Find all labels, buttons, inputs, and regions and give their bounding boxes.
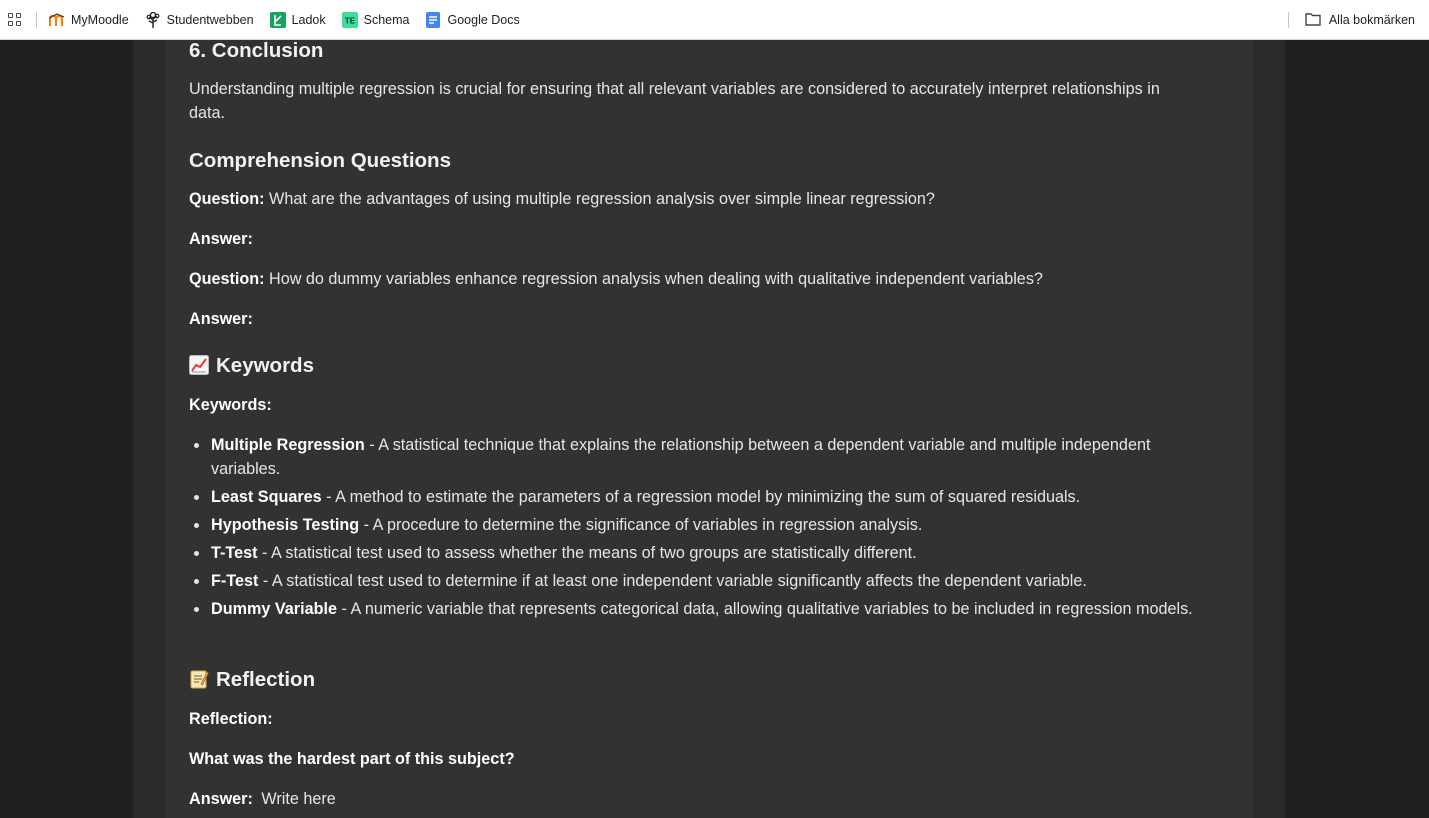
apps-grid-icon[interactable]: [8, 13, 22, 27]
bookmark-label: Google Docs: [447, 12, 520, 27]
bookmark-label: Studentwebben: [166, 12, 254, 27]
reflection-answer[interactable]: [189, 787, 1189, 811]
memo-icon: [189, 669, 209, 689]
keyword-term: Hypothesis Testing: [211, 516, 360, 534]
reflection-label-text: Reflection:: [189, 710, 273, 728]
keywords-label-text: Keywords:: [189, 396, 272, 414]
keyword-desc: - A statistical technique that explains the relationship between a dependent variable and multiple independent variables.: [211, 436, 1151, 478]
list-item: [189, 569, 1201, 593]
folder-icon: [1305, 12, 1321, 28]
bookmark-mymoodle[interactable]: [49, 12, 129, 28]
comprehension-heading: Comprehension Questions: [189, 149, 451, 172]
bookmark-ladok[interactable]: [270, 12, 326, 28]
reflection-question-text: What was the hardest part of this subject?: [189, 750, 515, 768]
keyword-desc: - A statistical test used to determine if at least one independent variable significantly affects the dependent variable.: [258, 572, 1087, 590]
bookmarks-separator: [1288, 12, 1289, 28]
keyword-term: T-Test: [211, 544, 258, 562]
ladok-icon: [270, 12, 286, 28]
list-item: [189, 433, 1201, 481]
list-item: [189, 597, 1201, 621]
reflection-question: [189, 747, 1189, 771]
keyword-desc: - A statistical test used to assess whether the means of two groups are statistically different.: [257, 544, 917, 562]
keyword-term: Dummy Variable: [211, 600, 337, 618]
keywords-heading: [189, 353, 314, 379]
answer-2[interactable]: [189, 307, 1189, 331]
question-text: What are the advantages of using multiple regression analysis over simple linear regression?: [269, 190, 935, 208]
all-bookmarks[interactable]: [1288, 12, 1415, 28]
question-label: Question:: [189, 190, 265, 208]
list-item: [189, 541, 1201, 565]
question-text: How do dummy variables enhance regression analysis when dealing with qualitative independent variables?: [269, 270, 1043, 288]
keywords-list: [189, 433, 1229, 625]
bookmark-schema[interactable]: [342, 12, 410, 28]
answer-1[interactable]: [189, 227, 1189, 251]
document-panel: [165, 40, 1253, 818]
keyword-term: F-Test: [211, 572, 259, 590]
svg-text:TE: TE: [344, 16, 355, 25]
keyword-term: Multiple Regression: [211, 436, 365, 454]
bookmark-label: Ladok: [291, 12, 326, 27]
conclusion-heading: 6. Conclusion: [189, 40, 324, 62]
list-item: [189, 513, 1201, 537]
reflection-label: [189, 707, 1189, 731]
all-bookmarks-label: Alla bokmärken: [1328, 12, 1415, 27]
reflection-heading: [189, 667, 315, 693]
answer-label: Answer:: [189, 790, 253, 808]
keywords-heading-text: Keywords: [216, 354, 314, 377]
answer-label: Answer:: [189, 310, 253, 328]
keyword-term: Least Squares: [211, 488, 322, 506]
bookmark-label: MyMoodle: [71, 12, 129, 27]
answer-label: Answer:: [189, 230, 253, 248]
keyword-desc: - A numeric variable that represents categorical data, allowing qualitative variables to be included in regression models.: [336, 600, 1193, 618]
answer-placeholder[interactable]: Write here: [261, 790, 336, 808]
moodle-icon: [49, 12, 65, 28]
question-label: Question:: [189, 270, 265, 288]
bookmarks-separator: [36, 12, 37, 28]
bookmark-studentwebben[interactable]: [145, 12, 254, 28]
question-2: [189, 267, 1189, 291]
bookmark-google-docs[interactable]: [425, 12, 519, 28]
list-item: [189, 485, 1201, 509]
reflection-heading-text: Reflection: [216, 668, 316, 691]
keywords-label: [189, 393, 1189, 417]
tree-icon: [145, 12, 161, 28]
conclusion-text: Understanding multiple regression is crucial for ensuring that all relevant variables are considered to accurately interpret relationships in data.: [189, 80, 1160, 122]
keyword-desc: - A procedure to determine the significance of variables in regression analysis.: [359, 516, 923, 534]
schema-icon: [342, 12, 358, 28]
question-1: [189, 187, 1189, 211]
chart-increasing-icon: [189, 355, 209, 375]
bookmarks-bar: [0, 0, 1429, 40]
bookmark-label: Schema: [363, 12, 410, 27]
google-docs-icon: [425, 12, 441, 28]
keyword-desc: - A method to estimate the parameters of a regression model by minimizing the sum of squared residuals.: [321, 488, 1081, 506]
